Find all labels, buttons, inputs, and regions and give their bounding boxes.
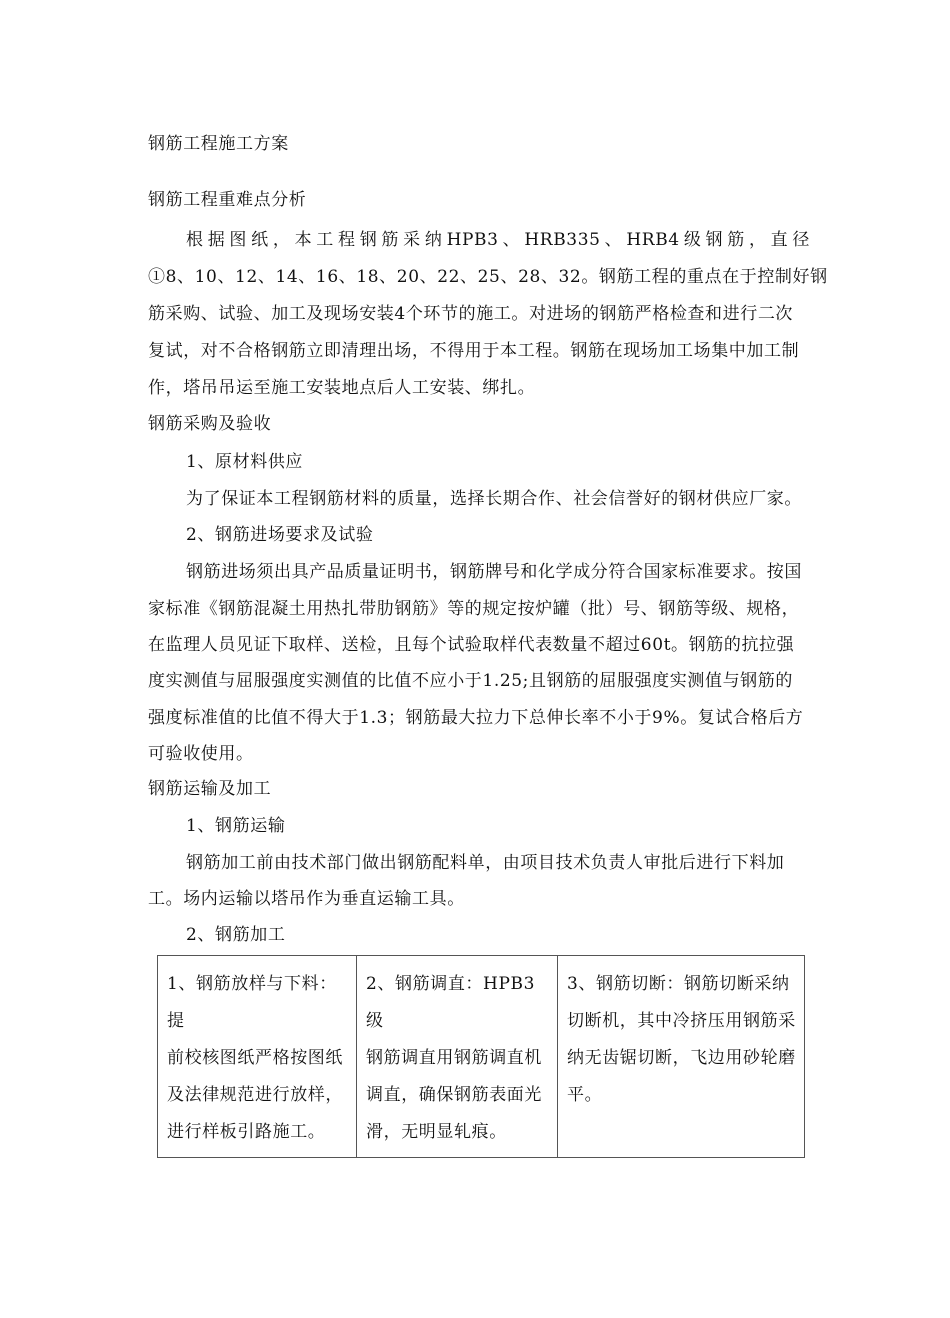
paragraph-line: ①8、10、12、14、16、18、20、22、25、28、32。钢筋工程的重点在于控制好钢 bbox=[148, 267, 828, 287]
cell-line: 2、钢筋调直：HPB3级 bbox=[366, 974, 535, 1031]
cell-line: 钢筋调直用钢筋调直机 bbox=[366, 1048, 542, 1068]
cell-line: 3、钢筋切断：钢筋切断采纳 bbox=[567, 974, 790, 994]
paragraph-line: 强度标准值的比值不得大于1.3；钢筋最大拉力下总伸长率不小于9%。复试合格后方 bbox=[148, 708, 804, 728]
table-row bbox=[158, 956, 805, 1158]
section-heading-analysis: 钢筋工程重难点分析 bbox=[148, 190, 307, 210]
table-cell-straightening bbox=[357, 956, 558, 1158]
section-heading-transport: 钢筋运输及加工 bbox=[148, 779, 272, 799]
paragraph-line: 可验收使用。 bbox=[148, 744, 254, 764]
cell-line: 滑，无明显轧痕。 bbox=[366, 1122, 507, 1142]
cell-line: 前校核图纸严格按图纸 bbox=[167, 1048, 343, 1068]
cell-line: 进行样板引路施工。 bbox=[167, 1122, 326, 1142]
item-title-entry-test: 2、钢筋进场要求及试验 bbox=[186, 525, 374, 545]
cell-line: 1、钢筋放样与下料：提 bbox=[167, 974, 337, 1031]
item-title-raw-material: 1、原材料供应 bbox=[186, 452, 304, 472]
paragraph-line: 钢筋加工前由技术部门做出钢筋配料单，由项目技术负责人审批后进行下料加 bbox=[186, 853, 785, 873]
item-title-transport: 1、钢筋运输 bbox=[186, 816, 286, 836]
paragraph-line: 为了保证本工程钢筋材料的质量，选择长期合作、社会信誉好的钢材供应厂家。 bbox=[186, 489, 802, 509]
cell-line: 调直，确保钢筋表面光 bbox=[366, 1085, 542, 1105]
item-title-processing: 2、钢筋加工 bbox=[186, 925, 286, 945]
processing-table bbox=[157, 955, 805, 1158]
cell-line: 平。 bbox=[567, 1085, 603, 1105]
document-title: 钢筋工程施工方案 bbox=[148, 134, 289, 154]
paragraph-line: 工。场内运输以塔吊作为垂直运输工具。 bbox=[148, 889, 465, 909]
paragraph-line: 筋采购、试验、加工及现场安装4个环节的施工。对进场的钢筋严格检查和进行二次 bbox=[148, 304, 794, 324]
cell-line: 切断机，其中冷挤压用钢筋采 bbox=[567, 1011, 796, 1031]
paragraph-line: 度实测值与屈服强度实测值的比值不应小于1.25;且钢筋的屈服强度实测值与钢筋的 bbox=[148, 671, 793, 691]
table-cell-layout-cutting bbox=[158, 956, 357, 1158]
cell-line: 纳无齿锯切断，飞边用砂轮磨 bbox=[567, 1048, 796, 1068]
paragraph-line: 作，塔吊吊运至施工安装地点后人工安装、绑扎。 bbox=[148, 378, 536, 398]
paragraph-line: 在监理人员见证下取样、送检，且每个试验取样代表数量不超过60t。钢筋的抗拉强 bbox=[148, 635, 795, 655]
cell-line: 及法律规范进行放样， bbox=[167, 1085, 343, 1105]
paragraph-line: 根据图纸，本工程钢筋采纳HPB3、HRB335、HRB4级钢筋，直径 bbox=[186, 230, 810, 250]
section-heading-procurement: 钢筋采购及验收 bbox=[148, 414, 272, 434]
table-cell-cutting bbox=[558, 956, 805, 1158]
paragraph-line: 复试，对不合格钢筋立即清理出场，不得用于本工程。钢筋在现场加工场集中加工制 bbox=[148, 341, 800, 361]
paragraph-line: 家标准《钢筋混凝土用热扎带肋钢筋》等的规定按炉罐（批）号、钢筋等级、规格， bbox=[148, 599, 800, 619]
paragraph-line: 钢筋进场须出具产品质量证明书，钢筋牌号和化学成分符合国家标准要求。按国 bbox=[186, 562, 802, 582]
